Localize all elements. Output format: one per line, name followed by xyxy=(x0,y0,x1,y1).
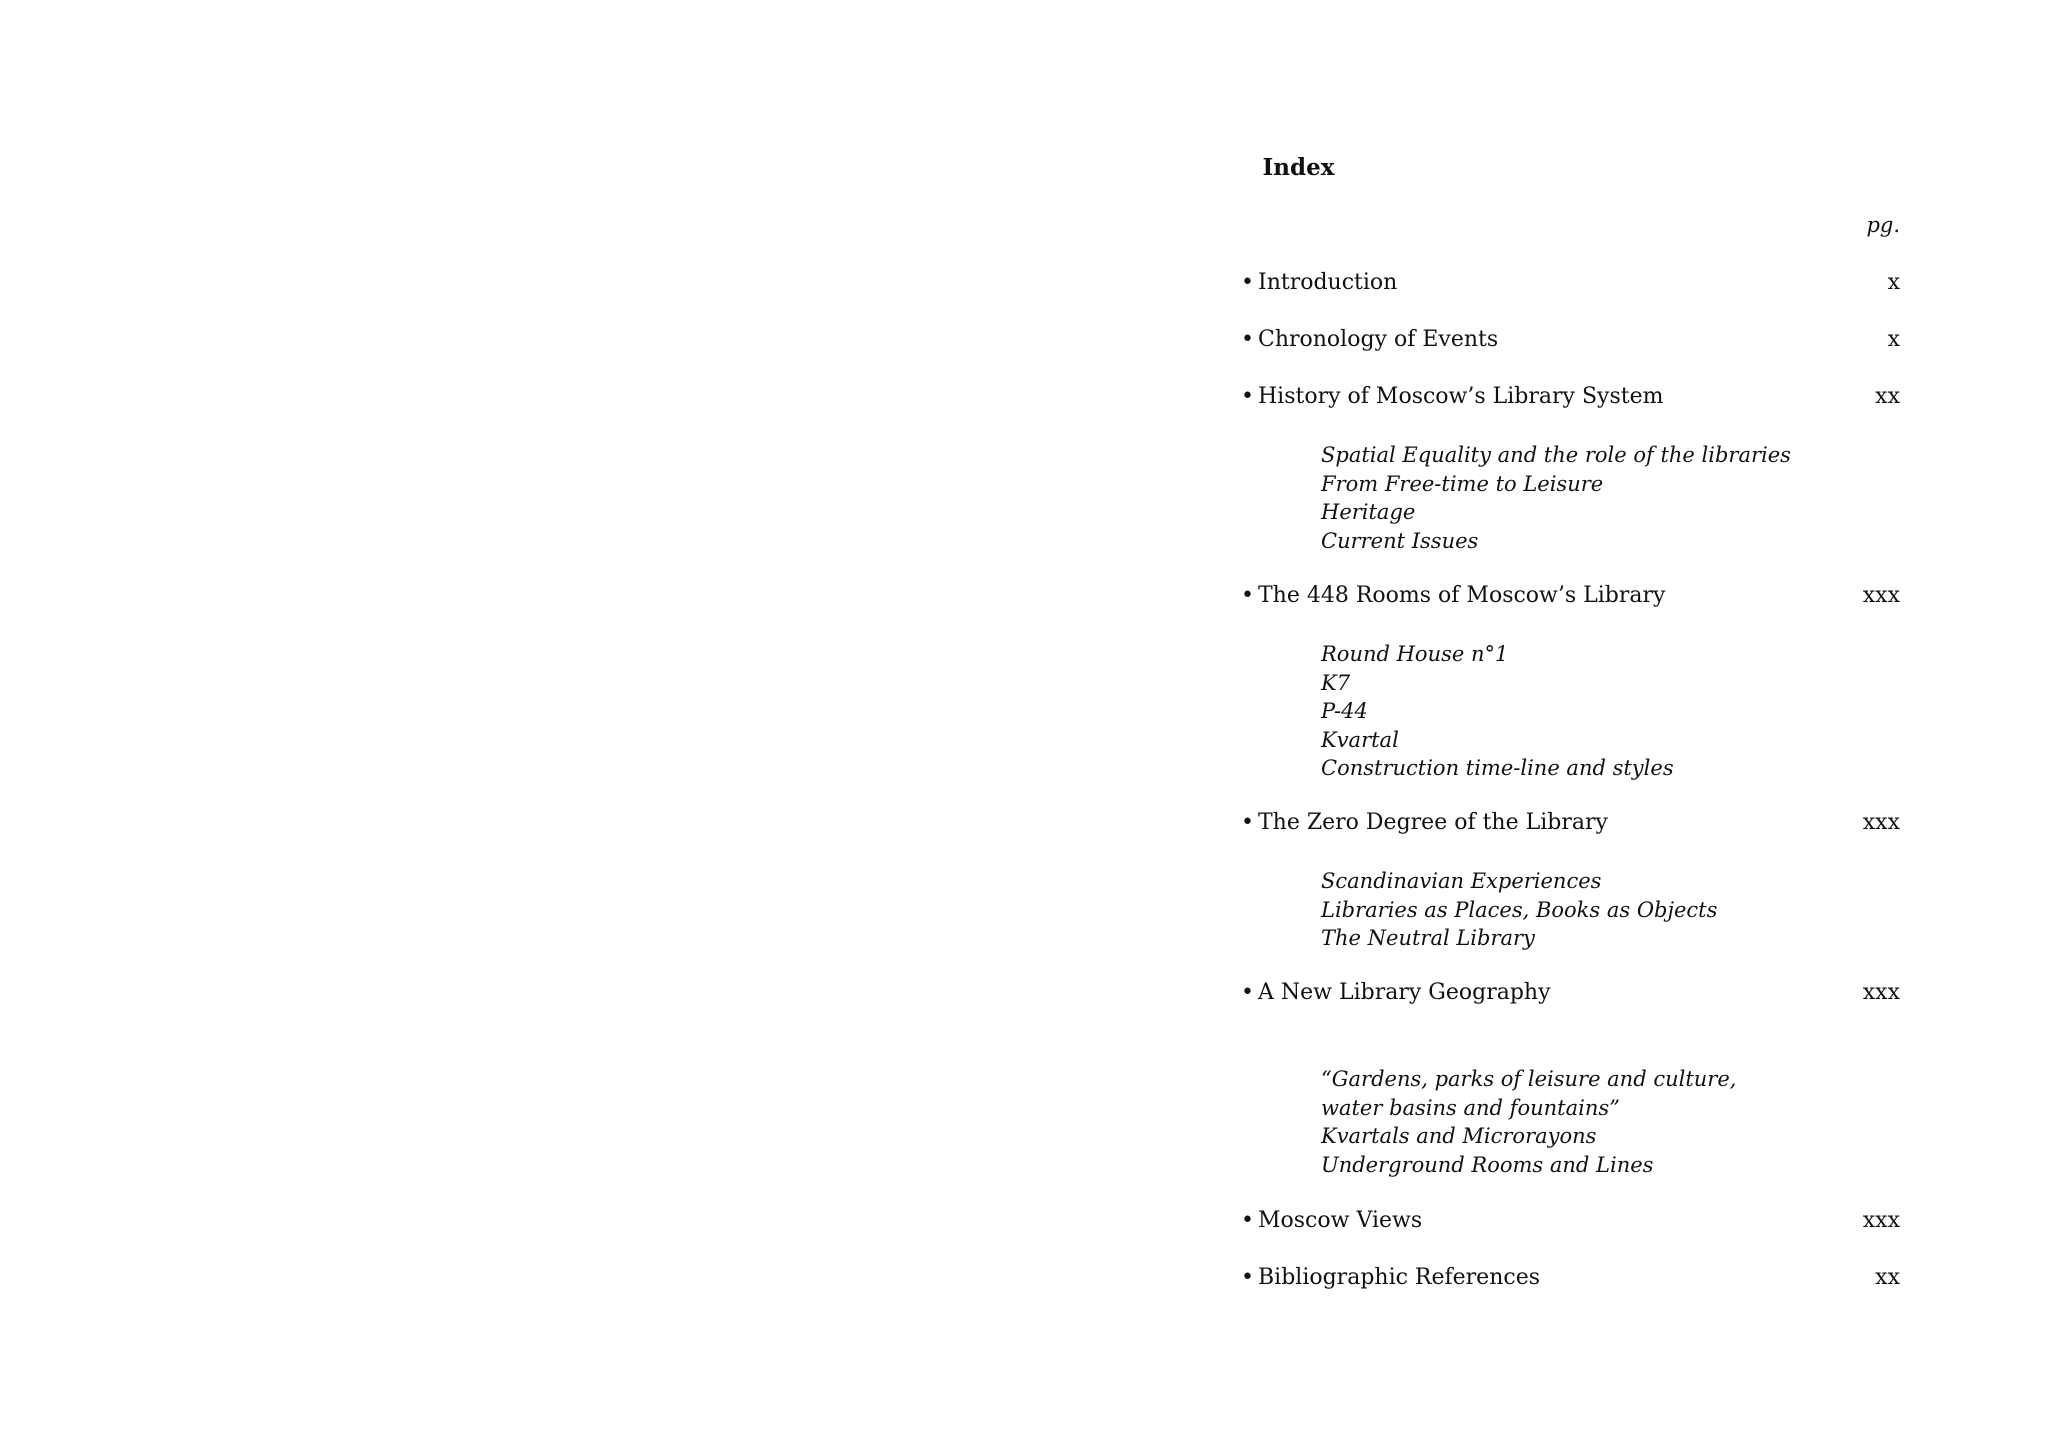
toc-subentries-history xyxy=(1321,441,1801,555)
toc-entry-label: The 448 Rooms of Moscow’s Library xyxy=(1258,583,1666,608)
toc-entry-page: xxx xyxy=(1862,583,1900,608)
toc-subentry: Underground Rooms and Lines xyxy=(1321,1152,1654,1177)
toc-subentry: Scandinavian Experiences xyxy=(1321,869,1602,893)
toc-subentries-new-geography xyxy=(1321,1065,1801,1179)
bullet: • xyxy=(1241,270,1254,295)
toc-subentry: P-44 xyxy=(1321,699,1368,723)
bullet: • xyxy=(1241,810,1254,835)
toc-entry-history xyxy=(1241,384,1900,414)
toc-entry-label: The Zero Degree of the Library xyxy=(1258,810,1608,835)
toc-subentry: Kvartals and Microrayons xyxy=(1321,1124,1597,1148)
index-title xyxy=(1024,154,2048,181)
bullet: • xyxy=(1241,583,1254,608)
index-page xyxy=(1024,0,2048,1446)
toc-entry-label: Introduction xyxy=(1258,270,1398,295)
bullet: • xyxy=(1241,327,1254,352)
toc-subentry: The Neutral Library xyxy=(1321,926,1535,950)
toc-subentry: Current Issues xyxy=(1321,528,1479,553)
toc-subentry: Heritage xyxy=(1321,500,1416,524)
toc-subentry: From Free-time to Leisure xyxy=(1321,471,1604,496)
toc-entry-new-geography xyxy=(1241,980,1900,1010)
toc-entry-page: xxx xyxy=(1862,980,1900,1005)
toc-entry-bibliography xyxy=(1241,1265,1900,1295)
toc-entry-448-rooms xyxy=(1241,583,1900,613)
toc-subentry: Kvartal xyxy=(1321,727,1399,752)
bullet: • xyxy=(1241,1208,1254,1233)
toc-entry-page: x xyxy=(1887,270,1900,295)
toc-entry-chronology xyxy=(1241,327,1900,357)
toc-entry-moscow-views xyxy=(1241,1208,1900,1238)
toc-entry-page: xx xyxy=(1875,384,1900,409)
bullet: • xyxy=(1241,384,1254,409)
toc-subentry: K7 xyxy=(1321,670,1351,695)
toc-subentry: Round House n°1 xyxy=(1321,642,1509,666)
toc-entry-page: xx xyxy=(1875,1265,1900,1290)
toc-subentry: “Gardens, parks of leisure and culture, water basins and fountains” xyxy=(1321,1067,1737,1120)
page-column-label: pg. xyxy=(1866,213,1900,237)
index-title-text: Index xyxy=(1262,154,1335,181)
toc-subentry: Construction time-line and styles xyxy=(1321,756,1674,780)
toc-entry-page: xxx xyxy=(1862,1208,1900,1233)
toc-entry-label: A New Library Geography xyxy=(1258,980,1551,1005)
bullet: • xyxy=(1241,980,1254,1005)
toc-entry-introduction xyxy=(1241,270,1900,300)
toc-entry-zero-degree xyxy=(1241,810,1900,840)
toc-entry-page: x xyxy=(1887,327,1900,352)
toc-entry-page: xxx xyxy=(1862,810,1900,835)
bullet: • xyxy=(1241,1265,1254,1290)
toc-subentry: Libraries as Places, Books as Objects xyxy=(1321,897,1718,922)
toc-subentries-448-rooms xyxy=(1321,640,1801,783)
toc-entry-label: Bibliographic References xyxy=(1258,1265,1541,1290)
toc-entry-label: Moscow Views xyxy=(1258,1208,1423,1233)
toc-subentries-zero-degree xyxy=(1321,867,1801,953)
toc-entry-label: History of Moscow’s Library System xyxy=(1258,384,1664,409)
toc-subentry: Spatial Equality and the role of the libraries xyxy=(1321,443,1791,467)
toc-entry-label: Chronology of Events xyxy=(1258,327,1499,352)
